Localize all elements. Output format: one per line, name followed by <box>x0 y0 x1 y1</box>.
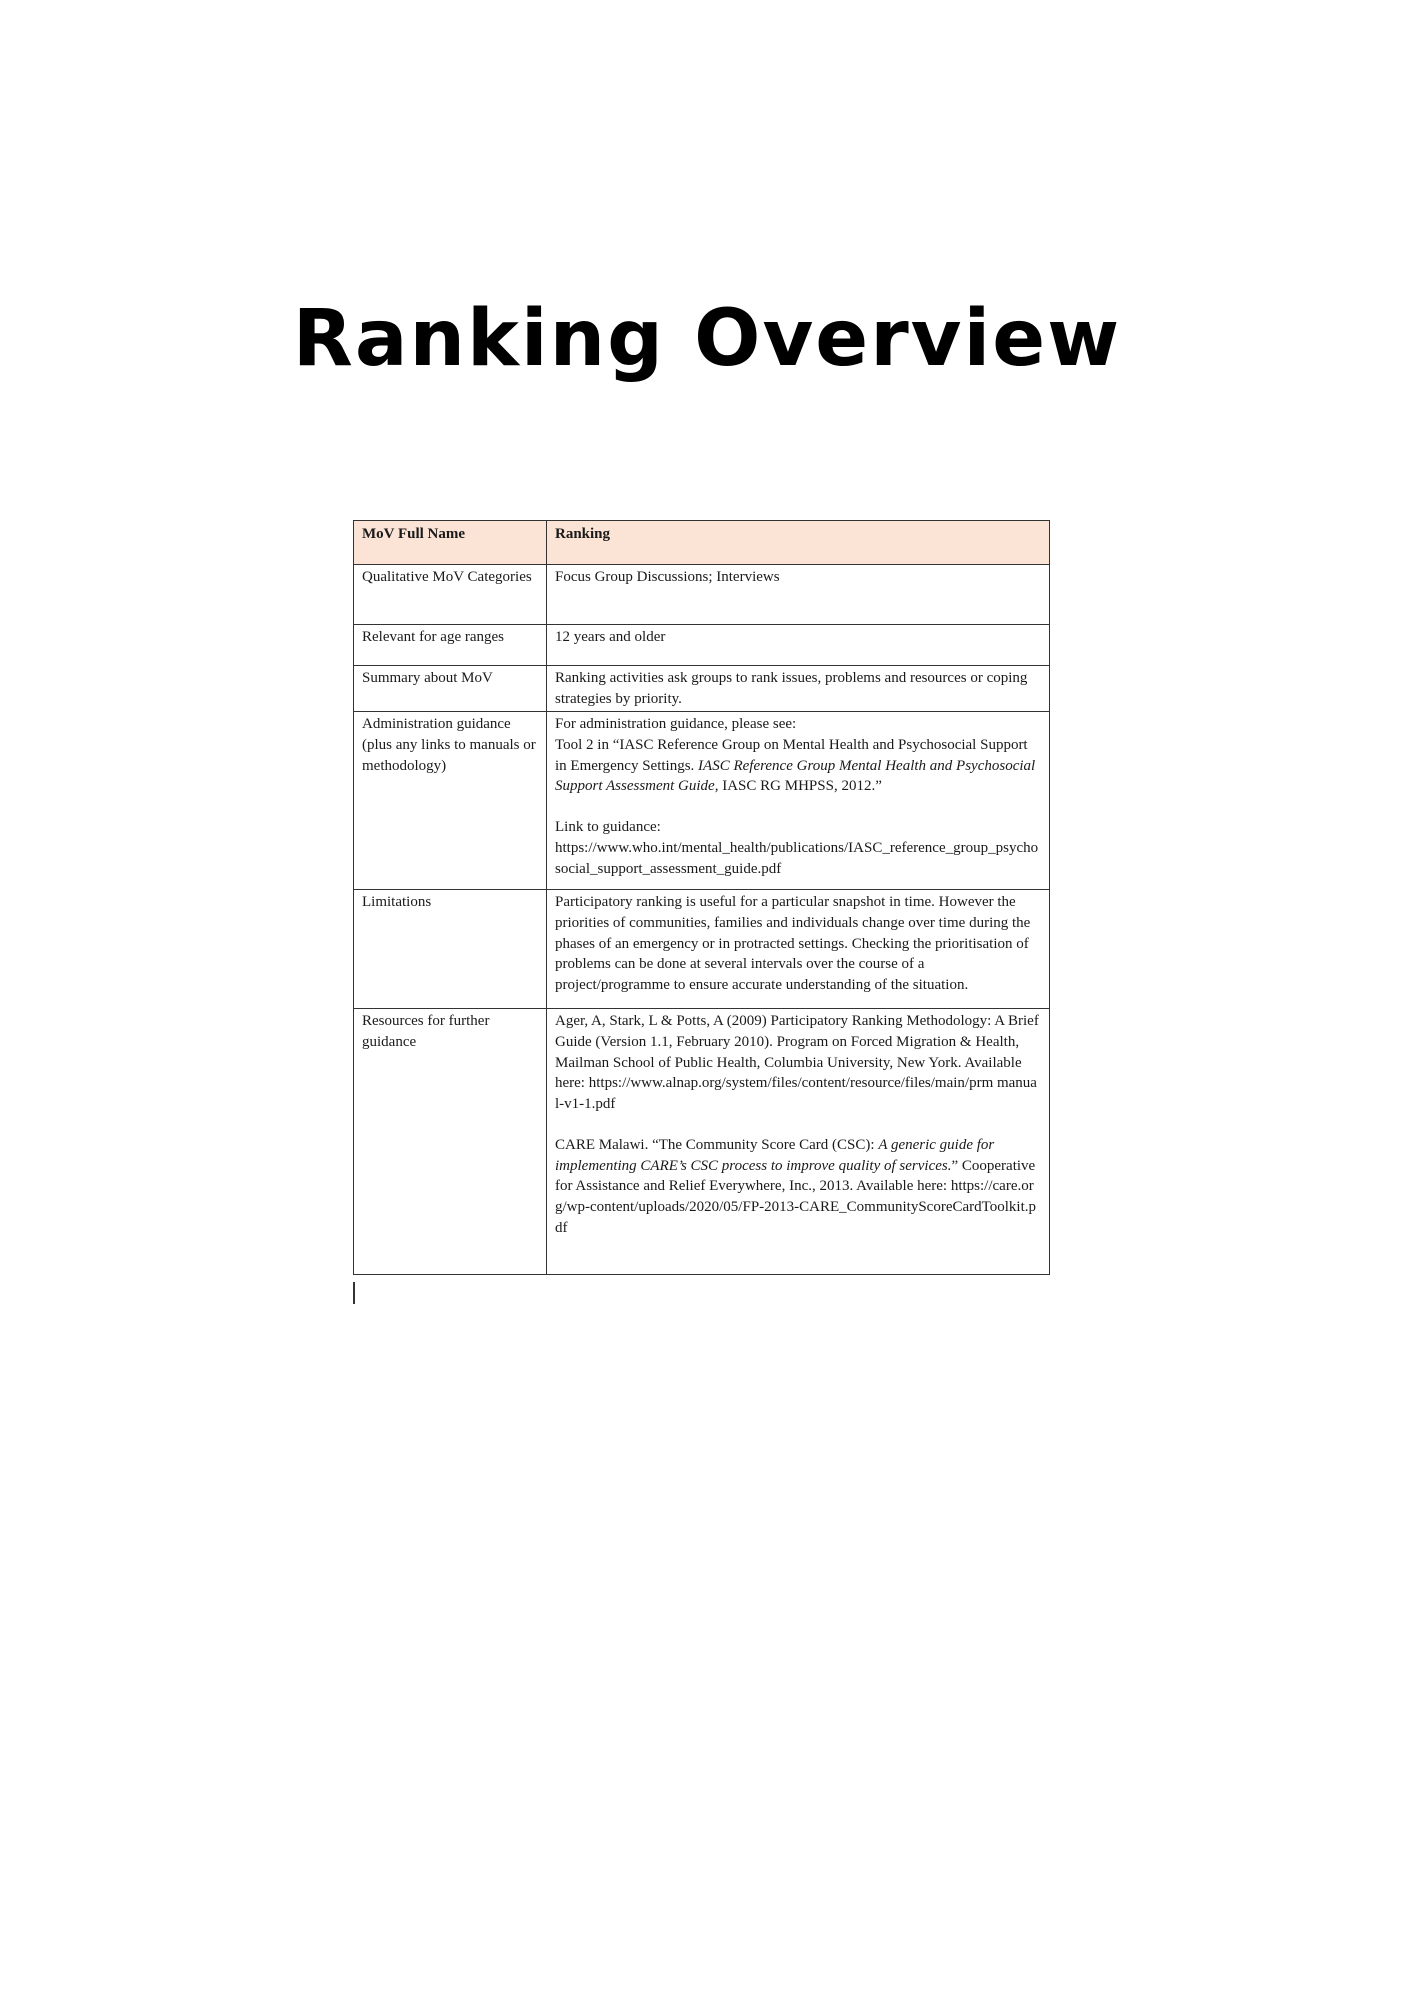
admin-reference <box>555 735 1041 797</box>
table-stub-line <box>353 1282 355 1304</box>
row-label: Resources for further guidance <box>354 1009 547 1275</box>
row-label: Relevant for age ranges <box>354 625 547 666</box>
resource-ref-2-end: ” Cooperative for Assistance and Relief Everywhere, Inc., 2013. Available here: <box>555 1157 1036 1195</box>
resource-ref-2 <box>555 1135 1041 1238</box>
resource-ref-1 <box>555 1011 1041 1114</box>
row-label: Qualitative MoV Categories <box>354 565 547 625</box>
table-row-qualitative <box>354 565 1050 625</box>
table-row-administration <box>354 712 1050 890</box>
row-value: Participatory ranking is useful for a particular snapshot in time. However the priorities of communities, families and individuals change over time during the phases of an emergency or in protracted settings. Checking the prioritisation of problems can be done at several intervals over the course of a project/programme to ensure accurate understanding of the situation. <box>547 890 1050 1009</box>
resource-ref-2-plain: CARE Malawi. “The Community Score Card (CSC): <box>555 1136 875 1153</box>
resource-ref-1-url[interactable]: https://www.alnap.org/system/files/content/resource/files/main/prm manual-v1-1.pdf <box>555 1075 1037 1113</box>
page-title: Ranking Overview <box>292 294 1122 384</box>
admin-intro: For administration guidance, please see: <box>555 716 797 733</box>
admin-link-url[interactable]: https://www.who.int/mental_health/publications/IASC_reference_group_psychosocial_support_assessment_guide.pdf <box>555 839 1039 877</box>
header-value-cell: Ranking <box>547 521 1050 565</box>
row-label: Limitations <box>354 890 547 1009</box>
table-row-limitations <box>354 890 1050 1009</box>
table-header-row <box>354 521 1050 565</box>
table-row-summary <box>354 666 1050 712</box>
table-row-age-ranges <box>354 625 1050 666</box>
resource-ref-2-url[interactable]: https://care.org/wp-content/uploads/2020/05/FP-2013-CARE_CommunityScoreCardToolkit.pdf <box>555 1178 1037 1236</box>
header-label-cell: MoV Full Name <box>354 521 547 565</box>
resource-ref-2-italic: A generic guide for implementing CARE’s CSC process to improve quality of services. <box>555 1136 995 1174</box>
admin-ref-plain: Tool 2 in “IASC Reference Group on Mental Health and Psychosocial Support in Emergency Settings. <box>555 737 1028 774</box>
row-value: Focus Group Discussions; Interviews <box>547 565 1050 625</box>
row-label: Administration guidance (plus any links to manuals or methodology) <box>354 712 547 890</box>
row-value <box>547 712 1050 890</box>
row-label: Summary about MoV <box>354 666 547 712</box>
row-value <box>547 1009 1050 1275</box>
row-value: Ranking activities ask groups to rank issues, problems and resources or coping strategies by priority. <box>547 666 1050 712</box>
table-row-resources <box>354 1009 1050 1275</box>
resource-ref-1-text: Ager, A, Stark, L & Potts, A (2009) Participatory Ranking Methodology: A Brief Guide (Version 1.1, February 2010). Program on Forced Migration & Health, Mailman School of Public Health, Columbia University, New York. Available here: <box>555 1013 1039 1092</box>
admin-ref-end: IASC RG MHPSS, 2012.” <box>722 778 882 795</box>
mov-table <box>353 520 1050 1275</box>
row-value: 12 years and older <box>547 625 1050 666</box>
admin-ref-italic: IASC Reference Group Mental Health and Psychosocial Support Assessment Guide, <box>555 757 1036 795</box>
admin-link-label: Link to guidance: <box>555 819 661 836</box>
